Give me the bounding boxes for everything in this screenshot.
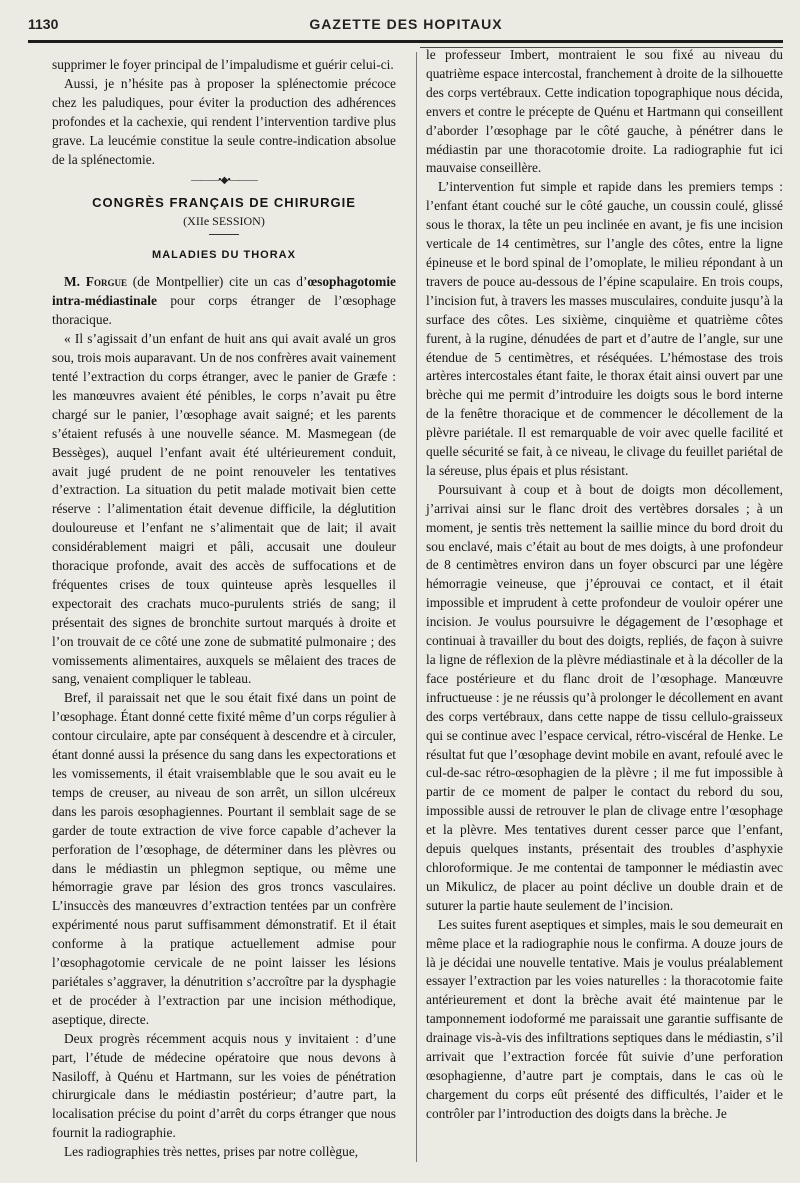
paragraph: Les suites furent aseptiques et simples, mais le sou demeurait en même place et la radiographie nous le confirma. A douze jours de là je décidai une nouvelle tentative. Mais je voulus préalablement essayer l’extraction par les voies naturelles : la thoracotomie faite antérieurement et dont la brèche avait été maintenue par le tamponnement iodoformé me paraissait une garantie suffisante de drainage vis-à-vis des infiltrations septiques dans le médiastin, s’il arrivait que l’extraction forcée fût suivie d’une perforation œsophagienne, d’autre part je comptais, dans le cas où le chargement du corps eût présenté des difficultés, l’aider et le contrôler par l’introduction des doigts dans la brèche. Je xyxy=(426,916,783,1121)
case-title-rest: pour corps étranger de l’œsophage thoracique. xyxy=(52,293,396,328)
section-separator: ———•◆•——— xyxy=(191,175,257,187)
paragraph: supprimer le foyer principal de l’impaludisme et guérir celui-ci. xyxy=(52,57,394,72)
paragraph: le professeur Imbert, montraient le sou fixé au niveau du quatrième espace intercostal, franchement à droite de la silhouette des corps vertébraux. Cette indication topographique nous décida, envers et contre le précepte de Quénu et Hartmann qui conseillent d’aborder l’œsophage par le côté gauche, à pénétrer dans le médiastin par une thoracotomie droite. La radiographie fut ici mauvaise conseillère. xyxy=(426,47,783,176)
paragraph-author-intro xyxy=(52,273,396,330)
page-number: 1130 xyxy=(28,16,59,32)
paragraph: Poursuivant à coup et à bout de doigts mon décollement, j’arrivai ainsi sur le flanc droit des vertèbres dorsales ; à un moment, je sentis très nettement la saillie mince du bord droit du sou enclavé, mais c’était au bout de mes doigts, à une profondeur de 8 centimètres environ dans un foyer obscurci par une légère hémorragie veineuse, que j’éprouvai ce contact, et il était impossible et imprudent à cette profondeur de vouloir opérer une incision. Je voulus poursuivre le dégagement de l’œsophage et continuai à travailler du bout des doigts, repliés, de façon à suivre la ligne de réflexion de la plèvre médiastinale et à la décoller de la face postérieure et du flanc droit de l’œsophage. Manœuvre infructueuse : je ne réussis qu’à prolonger le décollement en avant des corps vertébraux, dans cette nappe de tissu cellulo-graisseux qui se continue avec l’espace cervical, rétro-viscéral de Henke. Le résultat fut que l’œsophage devint mobile en avant, refoulé avec le cul-de-sac rétro-œsophagien de la plèvre ; il me fut impossible à partir de ce moment de palper le contact du rebord du sou, impossible aussi de retrouver le plan de clivage entre l’œsophage et la plèvre. Mes tentatives durent cesser parce que l’enfant, depuis quelques instants, présentait des troubles d’asphyxie chloroformique. Je me contentai de tamponner le médiastin avec un Mikulicz, de placer au point déclive un double drain et de suturer la partie haute seulement de l’incision. xyxy=(426,481,783,913)
paragraph: Les radiographies très nettes, prises par notre collègue, xyxy=(64,1144,359,1160)
session-subtitle: (XIIe SESSION) xyxy=(183,214,265,229)
paragraph: « Il s’agissait d’un enfant de huit ans qui avait avalé un gros sou, trois mois auparavant. Un de nos confrères avait vainement tenté l’extraction du corps étranger, avec le panier de Græfe : les manœuvres avaient été pénibles, le corps n’avait pu être chargé sur le panier, l’œsophage avait saigné; et les parents s’étaient refusés à une nouvelle séance. M. Masmegean (de Bessèges), auquel l’enfant avait été ultérieurement conduit, avait jugé prudent de ne point renouveler les tentatives d’extraction. La situation du petit malade motivait bien cette réserve : l’alimentation était devenue difficile, la déglutition douloureuse et l’enfant ne s’alimentait que de lait; il avait considérablement maigri et pâli, accusait une douleur thoracique profonde, avait des accès de suffocations et de fréquentes crises de toux quinteuse après lesquelles il expectorait des crachats muco-purulents striés de sang; il présentait des signes de bronchite surtout marqués à droite et l’on trouvait de ce côté une zone de submatité pulmonaire ; des vomissements alimentaires, auxquels se mêlaient des traces de sang, venaient compliquer le tableau. xyxy=(52,331,396,687)
congress-title: CONGRÈS FRANÇAIS DE CHIRURGIE xyxy=(92,195,356,211)
paragraph: Deux progrès récemment acquis nous y invitaient : d’une part, l’étude de médecine opératoire que nous devons à Nasiloff, à Quénu et Hartmann, sur les voies de pénétration chirurgicale dans le médiastin postérieur; d’autre part, la localisation précise du point d’arrêt du corps étranger que nous fournit la radiographie. xyxy=(52,1030,396,1141)
paragraph: L’intervention fut simple et rapide dans les premiers temps : l’enfant étant couché sur le côté gauche, un coussin coulé, glissé sous le thorax, la tête un peu inclinée en avant, je fis une incision verticale de 14 centimètres, sur l’angle des côtes, entre la ligne épineuse et le bord spinal de l’omoplate, le milieu répondant à un travers de pouce au-dessous de l’épine scapulaire. En trois coups, l’incision fut, à travers les masses musculaires, conduite jusqu’à la surface des côtes. Les sixième, cinquième et quatrième côtes furent, à la rugine, dénudées de part et d’autre de l’angle, sur une étendue de 5 centimètres, et réséquées. L’hémostase des trois artères intercostales étant faite, le thorax était ainsi ouvert par une brèche qui me permit d’introduire les doigts sous le bord interne de la fenêtre thoracique et de commencer le décollement de la plèvre pariétale. Il est remarquable de voir avec quelle facilité et quelle sécurité se fait, à ce niveau, le clivage du feuillet pariétal de la séreuse, plus épais et plus résistant. xyxy=(426,179,783,478)
paragraph: Aussi, je n’hésite pas à proposer la splénectomie précoce chez les paludiques, pour éviter la production des adhérences profondes et la cachexie, qui rendent l’intervention tardive plus grave. La leucémie constitue la seule contre-indication absolue de la splénectomie. xyxy=(52,75,396,167)
author-affiliation: (de Montpellier) cite un cas d’ xyxy=(126,274,308,290)
header-rule xyxy=(28,40,783,43)
paragraph: Bref, il paraissait net que le sou était fixé dans un point de l’œsophage. Étant donné cette fixité même d’un corps régulier à contour circulaire, apte par conséquent à descendre et à circuler, étant donné aussi la présence du sang dans les expectorations et les vomissements, il était vraisemblable que le sou avait eu le temps de creuser, au niveau de son arrêt, un sillon ulcéreux dans les parois œsophagiennes. Pourtant il semblait sage de se garder de toute extraction de vive force capable d’achever la perforation de l’œsophage, de déterminer dans les plèvres ou dans le médiastin un phlegmon septique, ou même une hémorragie grave par lésion des gros troncs vasculaires. L’insuccès des manœuvres d’extraction tentées par un confrère expérimenté nous parut suffisamment démonstratif. Et il était conforme à la pratique actuellement admise pour l’œsophagotomie cervicale de ne point laisser les lésions pariétales s’aggraver, la dénutrition s’accroître par la dysphagie et de procéder à l’extraction par une incision méthodique, aseptique, directe. xyxy=(52,690,396,1027)
column-divider xyxy=(416,52,417,1162)
title-rule xyxy=(209,234,239,235)
left-column xyxy=(52,56,396,1162)
section-title: MALADIES DU THORAX xyxy=(152,249,296,262)
right-column xyxy=(426,46,783,1124)
author-name: M. Forgue xyxy=(64,274,127,290)
journal-title: GAZETTE DES HOPITAUX xyxy=(309,16,503,32)
page-header xyxy=(28,14,784,36)
case-title: œsophagotomie intra-médiastinale xyxy=(52,274,396,309)
